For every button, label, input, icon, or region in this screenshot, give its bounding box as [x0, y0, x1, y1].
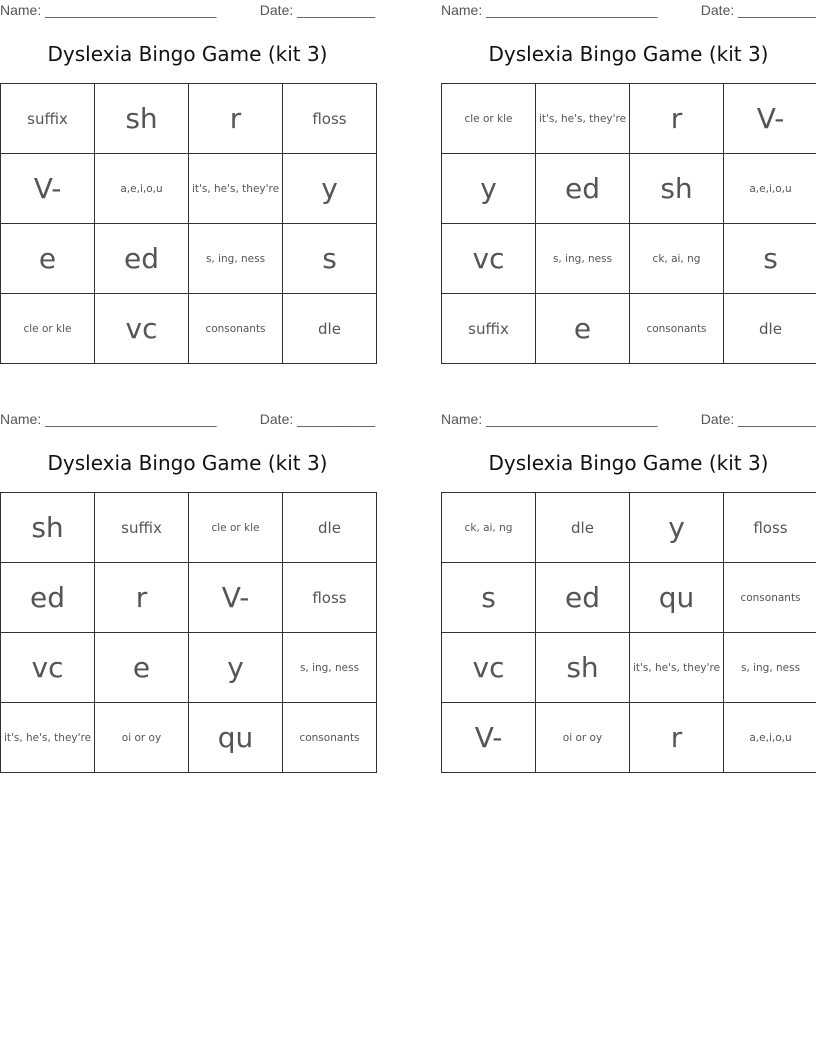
- grid-row: [1, 633, 377, 703]
- bingo-cell: cle or kle: [1, 294, 95, 364]
- bingo-cell: ed: [95, 224, 189, 294]
- grid-row: [1, 294, 377, 364]
- bingo-cell: s, ing, ness: [189, 224, 283, 294]
- bingo-cell: y: [442, 154, 536, 224]
- card-header: [0, 2, 375, 20]
- bingo-cell: it's, he's, they're: [630, 633, 724, 703]
- grid-row: [442, 563, 816, 633]
- bingo-cell: it's, he's, they're: [536, 84, 630, 154]
- bingo-cell: s, ing, ness: [536, 224, 630, 294]
- card-title: Dyslexia Bingo Game (kit 3): [488, 451, 769, 475]
- bingo-cell: y: [630, 493, 724, 563]
- bingo-cell: e: [1, 224, 95, 294]
- bingo-cell: ed: [536, 563, 630, 633]
- card-header: [441, 2, 816, 20]
- bingo-cell: floss: [724, 493, 816, 563]
- bingo-cell: y: [283, 154, 377, 224]
- bingo-cell: sh: [536, 633, 630, 703]
- bingo-cell: V-: [189, 563, 283, 633]
- bingo-cell: cle or kle: [189, 493, 283, 563]
- bingo-cell: vc: [95, 294, 189, 364]
- bingo-cell: vc: [442, 633, 536, 703]
- bingo-cell: r: [189, 84, 283, 154]
- grid-row: [442, 294, 816, 364]
- bingo-cell: V-: [442, 703, 536, 773]
- name-field-label: Name: ______________________: [0, 411, 217, 427]
- bingo-cell: consonants: [283, 703, 377, 773]
- bingo-cell: e: [95, 633, 189, 703]
- bingo-cell: it's, he's, they're: [1, 703, 95, 773]
- bingo-cell: qu: [189, 703, 283, 773]
- bingo-cell: suffix: [95, 493, 189, 563]
- bingo-cell: s: [442, 563, 536, 633]
- bingo-cell: e: [536, 294, 630, 364]
- bingo-cell: dle: [283, 294, 377, 364]
- bingo-cell: r: [630, 703, 724, 773]
- bingo-cell: vc: [1, 633, 95, 703]
- bingo-cell: sh: [630, 154, 724, 224]
- bingo-cell: dle: [724, 294, 816, 364]
- bingo-cell: ck, ai, ng: [442, 493, 536, 563]
- date-field-label: Date: __________: [700, 2, 816, 18]
- grid-row: [442, 154, 816, 224]
- name-field-label: Name: ______________________: [0, 2, 217, 18]
- bingo-cell: r: [95, 563, 189, 633]
- name-field-label: Name: ______________________: [441, 411, 658, 427]
- bingo-cell: consonants: [189, 294, 283, 364]
- bingo-cell: s: [724, 224, 816, 294]
- grid-row: [1, 703, 377, 773]
- bingo-cell: y: [189, 633, 283, 703]
- bingo-cell: floss: [283, 563, 377, 633]
- bingo-cell: r: [630, 84, 724, 154]
- name-field-label: Name: ______________________: [441, 2, 658, 18]
- bingo-cell: dle: [283, 493, 377, 563]
- bingo-cell: consonants: [630, 294, 724, 364]
- grid-row: [442, 493, 816, 563]
- bingo-cell: oi or oy: [536, 703, 630, 773]
- card-header: [441, 411, 816, 429]
- bingo-cell: sh: [1, 493, 95, 563]
- grid-row: [442, 224, 816, 294]
- bingo-cell: floss: [283, 84, 377, 154]
- grid-row: [442, 703, 816, 773]
- grid-row: [1, 493, 377, 563]
- bingo-cell: ck, ai, ng: [630, 224, 724, 294]
- card-title: Dyslexia Bingo Game (kit 3): [47, 42, 328, 66]
- bingo-cell: qu: [630, 563, 724, 633]
- bingo-cell: ed: [536, 154, 630, 224]
- bingo-cell: a,e,i,o,u: [724, 154, 816, 224]
- card-title: Dyslexia Bingo Game (kit 3): [47, 451, 328, 475]
- date-field-label: Date: __________: [259, 411, 375, 427]
- bingo-cell: s, ing, ness: [283, 633, 377, 703]
- grid-row: [1, 84, 377, 154]
- bingo-cell: dle: [536, 493, 630, 563]
- bingo-cell: s, ing, ness: [724, 633, 816, 703]
- grid-row: [442, 84, 816, 154]
- bingo-grid: [441, 83, 816, 364]
- bingo-cell: ed: [1, 563, 95, 633]
- bingo-cell: s: [283, 224, 377, 294]
- bingo-cell: a,e,i,o,u: [724, 703, 816, 773]
- grid-row: [442, 633, 816, 703]
- date-field-label: Date: __________: [700, 411, 816, 427]
- bingo-cell: consonants: [724, 563, 816, 633]
- bingo-cell: a,e,i,o,u: [95, 154, 189, 224]
- grid-row: [1, 224, 377, 294]
- card-header: [0, 411, 375, 429]
- bingo-cell: cle or kle: [442, 84, 536, 154]
- bingo-cell: it's, he's, they're: [189, 154, 283, 224]
- bingo-cell: sh: [95, 84, 189, 154]
- card-title: Dyslexia Bingo Game (kit 3): [488, 42, 769, 66]
- bingo-cell: oi or oy: [95, 703, 189, 773]
- grid-row: [1, 563, 377, 633]
- date-field-label: Date: __________: [259, 2, 375, 18]
- grid-row: [1, 154, 377, 224]
- bingo-cell: V-: [724, 84, 816, 154]
- bingo-cell: suffix: [1, 84, 95, 154]
- bingo-grid: [0, 83, 377, 364]
- bingo-cell: suffix: [442, 294, 536, 364]
- bingo-grid: [441, 492, 816, 773]
- bingo-cell: V-: [1, 154, 95, 224]
- bingo-grid: [0, 492, 377, 773]
- bingo-cell: vc: [442, 224, 536, 294]
